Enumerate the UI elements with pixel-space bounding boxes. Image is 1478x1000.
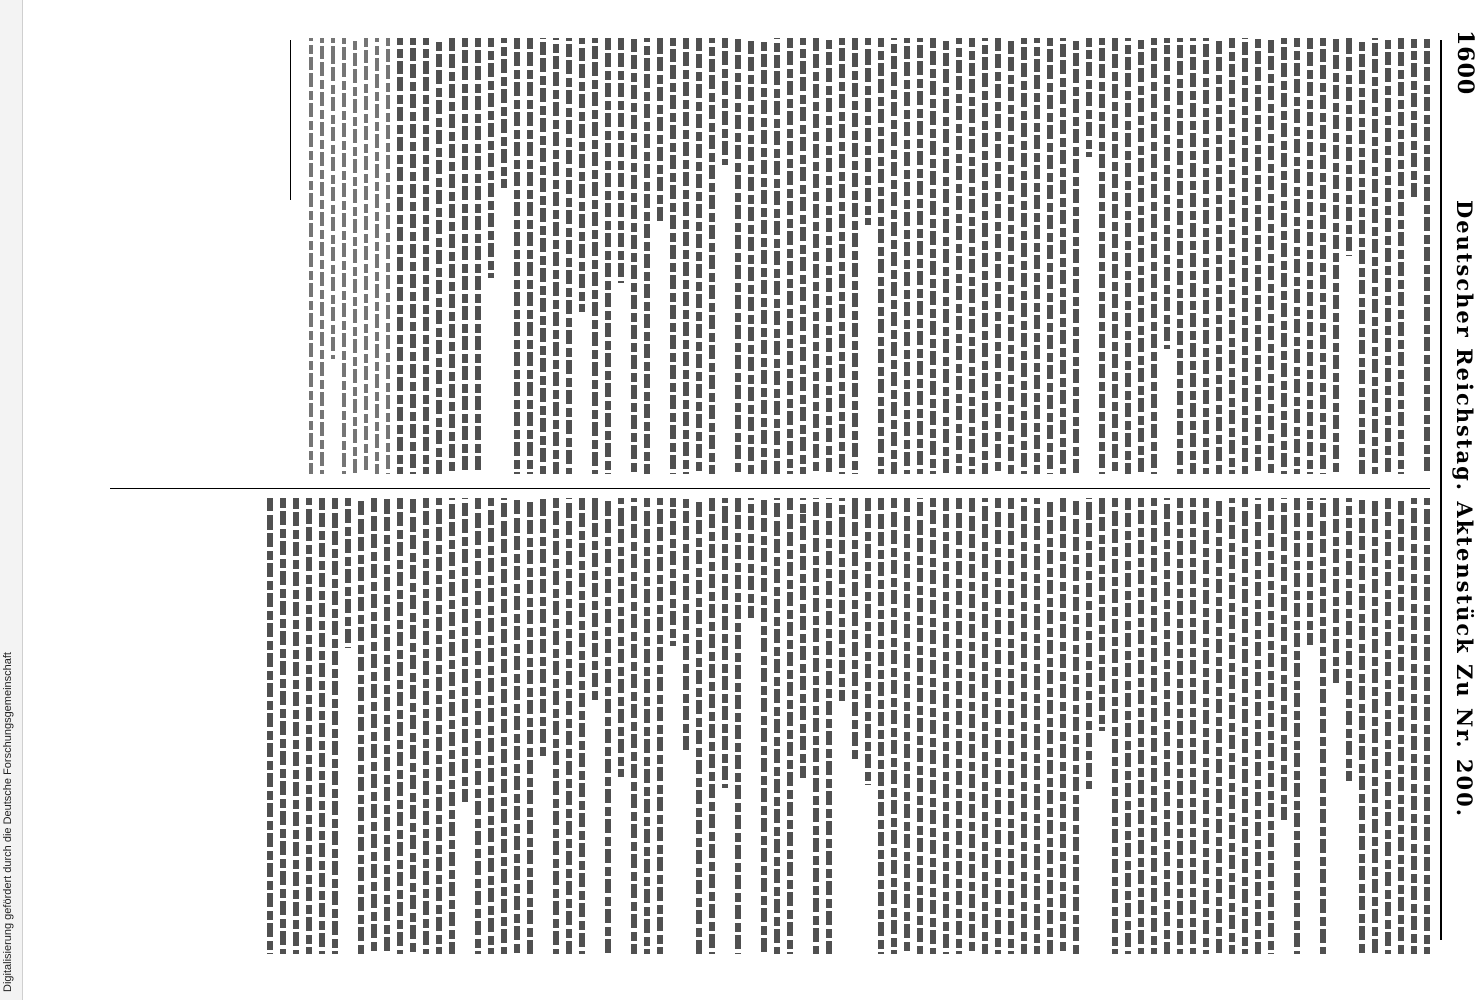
text-line [1060,498,1066,954]
text-line [618,38,624,283]
text-line [943,38,949,474]
text-line [787,38,793,474]
text-line [1320,38,1326,474]
text-line [683,498,689,753]
text-line [579,498,585,954]
text-line [1138,498,1144,954]
text-line [488,38,494,278]
text-line [748,38,754,474]
text-line [306,498,312,954]
text-line [1112,498,1118,954]
digitization-notice [0,0,23,1000]
text-line [410,38,416,474]
text-line [358,498,364,954]
footnote-rule [290,40,291,200]
text-line [709,498,715,954]
text-line [1190,498,1196,954]
text-line [475,38,481,474]
text-line [1021,498,1027,954]
text-line [1164,498,1170,954]
text-line [449,38,455,474]
text-line [293,498,299,954]
text-line [1242,498,1248,954]
text-line [1034,38,1040,474]
text-line [1307,38,1313,474]
text-line [670,38,676,474]
text-line [592,498,598,703]
text-line [735,498,741,954]
text-line [342,38,346,474]
text-line [540,38,546,474]
text-line [527,498,533,954]
text-line [1229,498,1235,954]
text-line [761,498,767,954]
text-line [826,38,832,474]
text-line [631,38,637,474]
text-line [514,498,520,954]
text-line [1320,498,1326,954]
text-line [1372,498,1378,954]
text-line [397,38,403,474]
text-line [956,38,962,474]
text-line [1281,498,1287,820]
text-line [1255,498,1261,954]
text-line [696,498,702,954]
text-line [1203,38,1209,474]
text-line [982,38,988,474]
text-column-right [120,498,1430,958]
text-line [553,498,559,954]
text-line [930,498,936,954]
text-line [592,38,598,474]
text-line [800,38,806,474]
text-line [1268,498,1274,954]
text-line [813,38,819,474]
text-line [1294,38,1300,474]
text-line [605,38,611,474]
text-line [1216,38,1222,474]
text-line [826,498,832,954]
text-line [1099,38,1105,474]
text-line [605,498,611,954]
text-column-left [120,38,1430,478]
text-line [375,38,379,474]
text-line [696,38,702,474]
text-line [566,498,572,954]
text-line [1073,498,1079,954]
text-line [748,498,754,618]
text-line [852,498,858,762]
text-line [1333,498,1339,687]
text-line [1385,38,1391,474]
text-line [1424,38,1430,474]
text-line [917,38,923,474]
text-line [1216,498,1222,954]
text-line [1177,498,1183,954]
text-line [1008,38,1014,474]
text-line [501,498,507,954]
text-line [904,38,910,474]
text-line [1073,38,1079,474]
text-line [1424,498,1430,954]
text-line [813,498,819,954]
text-line [943,498,949,954]
text-line [514,38,520,474]
text-line [280,498,286,954]
text-line [930,38,936,474]
text-line [423,498,429,954]
text-line [566,38,572,474]
text-line [995,38,1001,474]
text-line [1177,38,1183,474]
text-line [1151,498,1157,954]
text-line [1138,38,1144,474]
text-line [527,38,533,474]
text-line [319,498,325,954]
text-line [1307,498,1313,645]
text-line [423,38,429,474]
text-line [462,38,468,474]
text-line [488,498,494,954]
text-line [774,38,780,474]
text-line [761,38,767,474]
text-line [410,498,416,954]
text-line [891,38,897,474]
text-line [644,498,650,954]
text-line [1099,498,1105,731]
text-line [436,38,442,474]
text-line [1060,38,1066,474]
text-line [1203,498,1209,954]
text-line [800,498,806,778]
text-line [1294,498,1300,954]
text-line [735,38,741,474]
text-line [1112,38,1118,474]
text-line [865,498,871,785]
text-line [1359,38,1365,474]
text-line [1021,38,1027,474]
text-line [852,38,858,474]
text-line [332,498,338,954]
text-line [267,498,273,954]
text-line [774,498,780,954]
text-line [1086,38,1092,157]
page-number: 1600 [1452,30,1478,96]
document-page [80,0,1478,1000]
text-line [878,498,884,954]
text-line [631,498,637,954]
text-line [657,498,663,954]
text-line [1047,38,1053,474]
text-line [384,498,390,954]
text-line [1125,38,1131,474]
text-line [709,38,715,474]
text-line [1255,38,1261,474]
text-line [982,498,988,954]
text-line [722,38,728,165]
text-line [1151,38,1157,474]
text-line [1346,38,1352,256]
text-line [1190,38,1196,474]
text-line [1268,38,1274,474]
text-line [1008,498,1014,954]
text-line [1411,38,1417,200]
text-line [540,498,546,758]
column-divider [110,488,1430,489]
text-line [386,38,390,474]
text-line [722,498,728,788]
text-line [644,38,650,474]
text-line [683,38,689,474]
text-line [1359,498,1365,954]
text-line [1398,38,1404,474]
text-line [501,38,507,188]
text-line [1385,498,1391,954]
text-line [345,498,351,648]
text-line [579,38,585,312]
text-line [436,498,442,954]
text-line [1242,38,1248,474]
text-line [449,498,455,954]
text-line [1086,498,1092,789]
text-line [331,38,335,359]
text-line [553,38,559,474]
text-line [618,498,624,777]
text-line [891,498,897,954]
text-line [878,38,884,474]
text-line [1164,38,1170,349]
text-line [969,498,975,954]
text-line [657,38,663,225]
text-line [1346,498,1352,781]
text-line [309,38,313,474]
text-line [904,498,910,954]
text-line [1034,498,1040,954]
text-line [839,38,845,474]
header-rule [1440,40,1442,940]
text-line [956,498,962,954]
text-line [917,498,923,954]
text-line [1047,498,1053,954]
text-line [475,498,481,954]
text-line [1281,38,1287,474]
text-line [320,38,324,474]
text-line [1125,498,1131,954]
text-line [462,498,468,802]
text-line [1411,498,1417,954]
digitization-notice-text: Digitalisierung gefördert durch die Deutsche Forschungsgemeinschaft [2,652,14,992]
text-line [397,498,403,954]
text-line [670,498,676,646]
text-line [787,498,793,954]
text-line [865,38,871,225]
text-line [1229,38,1235,474]
text-line [1333,38,1339,474]
text-line [353,38,357,474]
text-line [364,38,368,474]
text-line [1398,498,1404,954]
text-line [969,38,975,474]
text-line [371,498,377,954]
text-line [1372,38,1378,474]
text-line [839,498,845,701]
running-head: Deutscher Reichstag. Aktenstück Zu Nr. 200. [1452,200,1477,819]
text-line [995,498,1001,954]
